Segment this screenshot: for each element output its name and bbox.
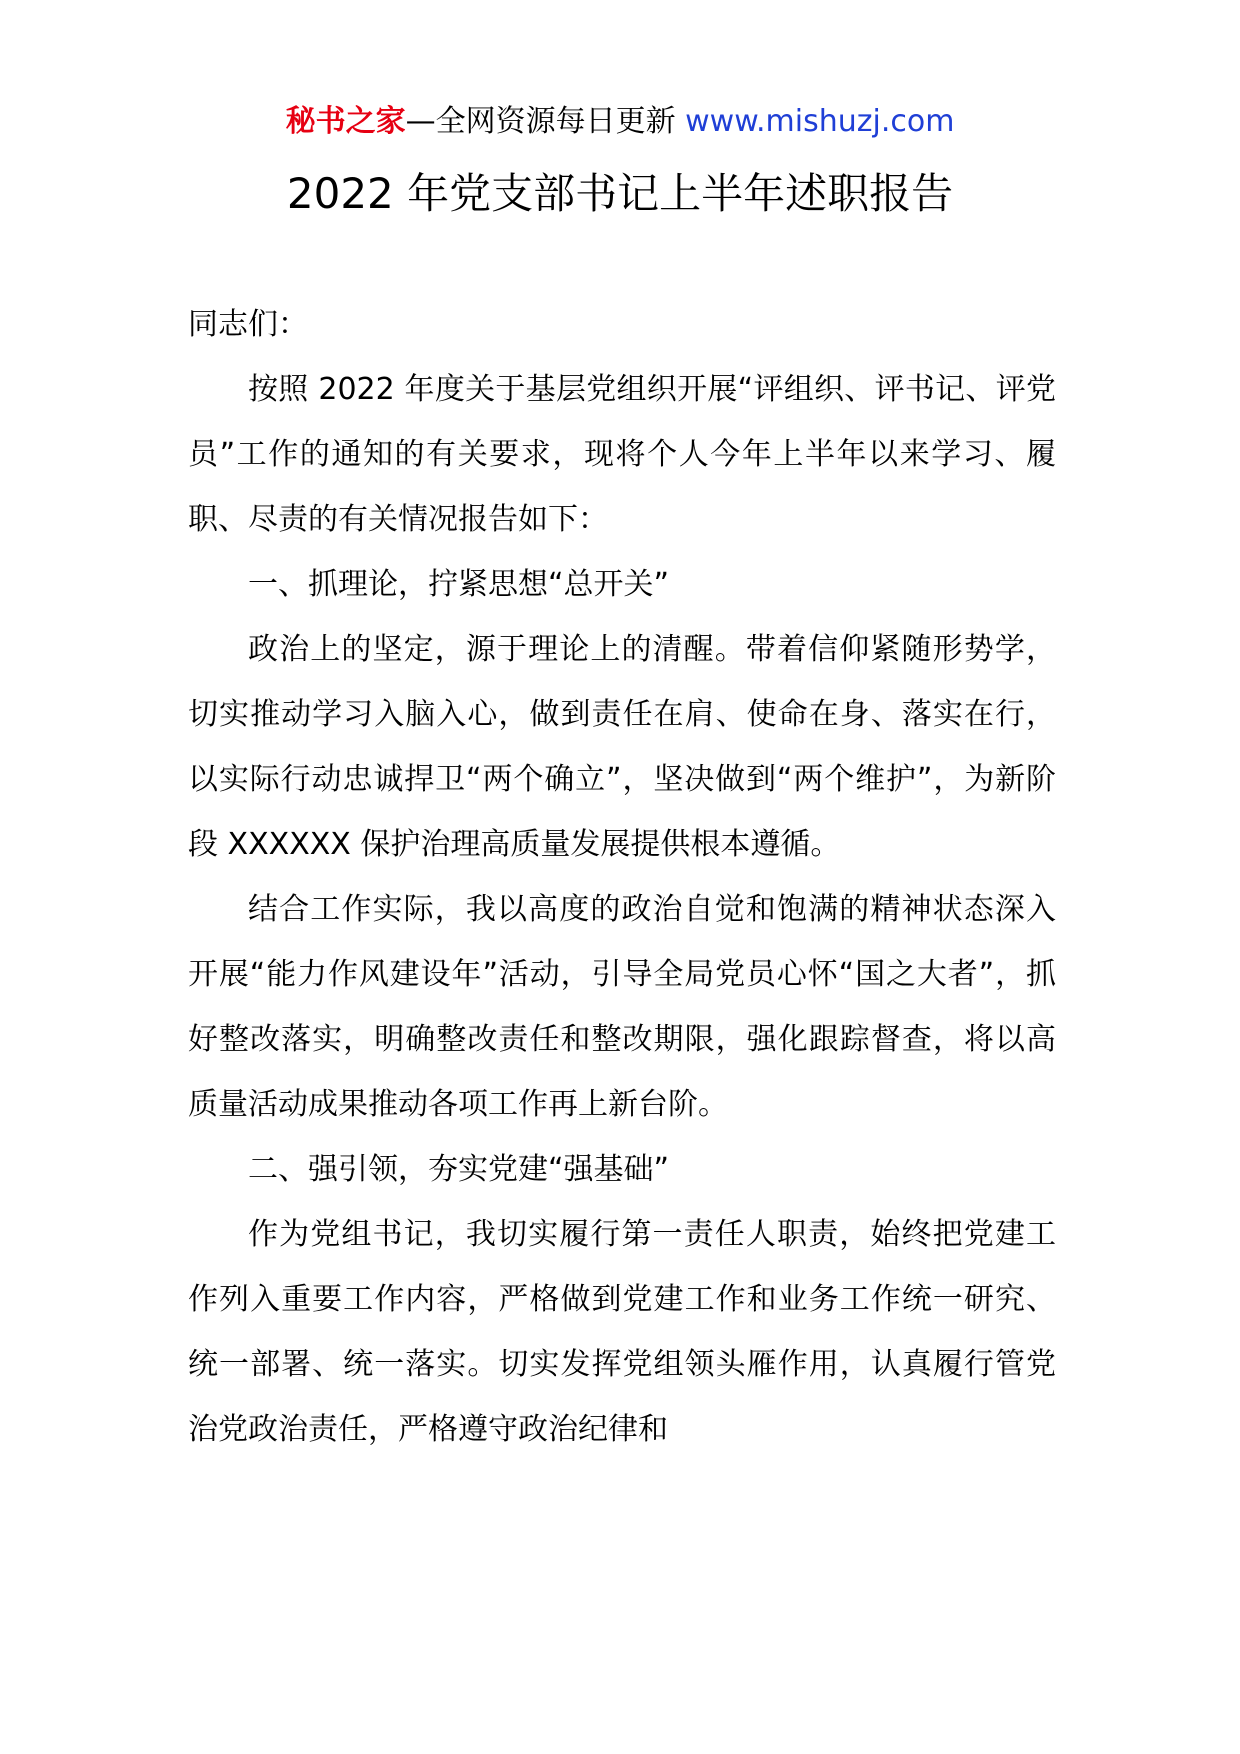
site-url-link[interactable]: www.mishuzj.com bbox=[685, 104, 955, 139]
document-title: 2022 年党支部书记上半年述职报告 bbox=[286, 169, 954, 218]
site-brand: 秘书之家 bbox=[285, 104, 406, 139]
section-heading-2: 二、强引领，夯实党建“强基础” bbox=[248, 1152, 670, 1187]
document-body bbox=[188, 292, 1056, 1462]
salutation: 同志们： bbox=[188, 307, 308, 342]
site-tagline: —全网资源每日更新 bbox=[405, 104, 686, 139]
paragraph-2: 结合工作实际，我以高度的政治自觉和饱满的精神状态深入开展“能力作风建设年”活动，引导全局党员心怀“国之大者”，抓好整改落实，明确整改责任和整改期限，强化跟踪督查，将以高质量活动成果推动各项工作再上新台阶。 bbox=[188, 892, 1056, 1122]
paragraph-intro: 按照 2022 年度关于基层党组织开展“评组织、评书记、评党员”工作的通知的有关要求，现将个人今年上半年以来学习、履职、尽责的有关情况报告如下： bbox=[188, 372, 1056, 537]
paragraph-3: 作为党组书记，我切实履行第一责任人职责，始终把党建工作列入重要工作内容，严格做到党建工作和业务工作统一研究、统一部署、统一落实。切实发挥党组领头雁作用，认真履行管党治党政治责任，严格遵守政治纪律和 bbox=[188, 1217, 1056, 1447]
site-header bbox=[0, 100, 1240, 144]
section-heading-1: 一、抓理论，拧紧思想“总开关” bbox=[248, 567, 670, 602]
paragraph-1: 政治上的坚定，源于理论上的清醒。带着信仰紧随形势学，切实推动学习入脑入心，做到责任在肩、使命在身、落实在行，以实际行动忠诚捍卫“两个确立”，坚决做到“两个维护”，为新阶段 XXXXXX 保护治理高质量发展提供根本遵循。 bbox=[188, 632, 1056, 862]
